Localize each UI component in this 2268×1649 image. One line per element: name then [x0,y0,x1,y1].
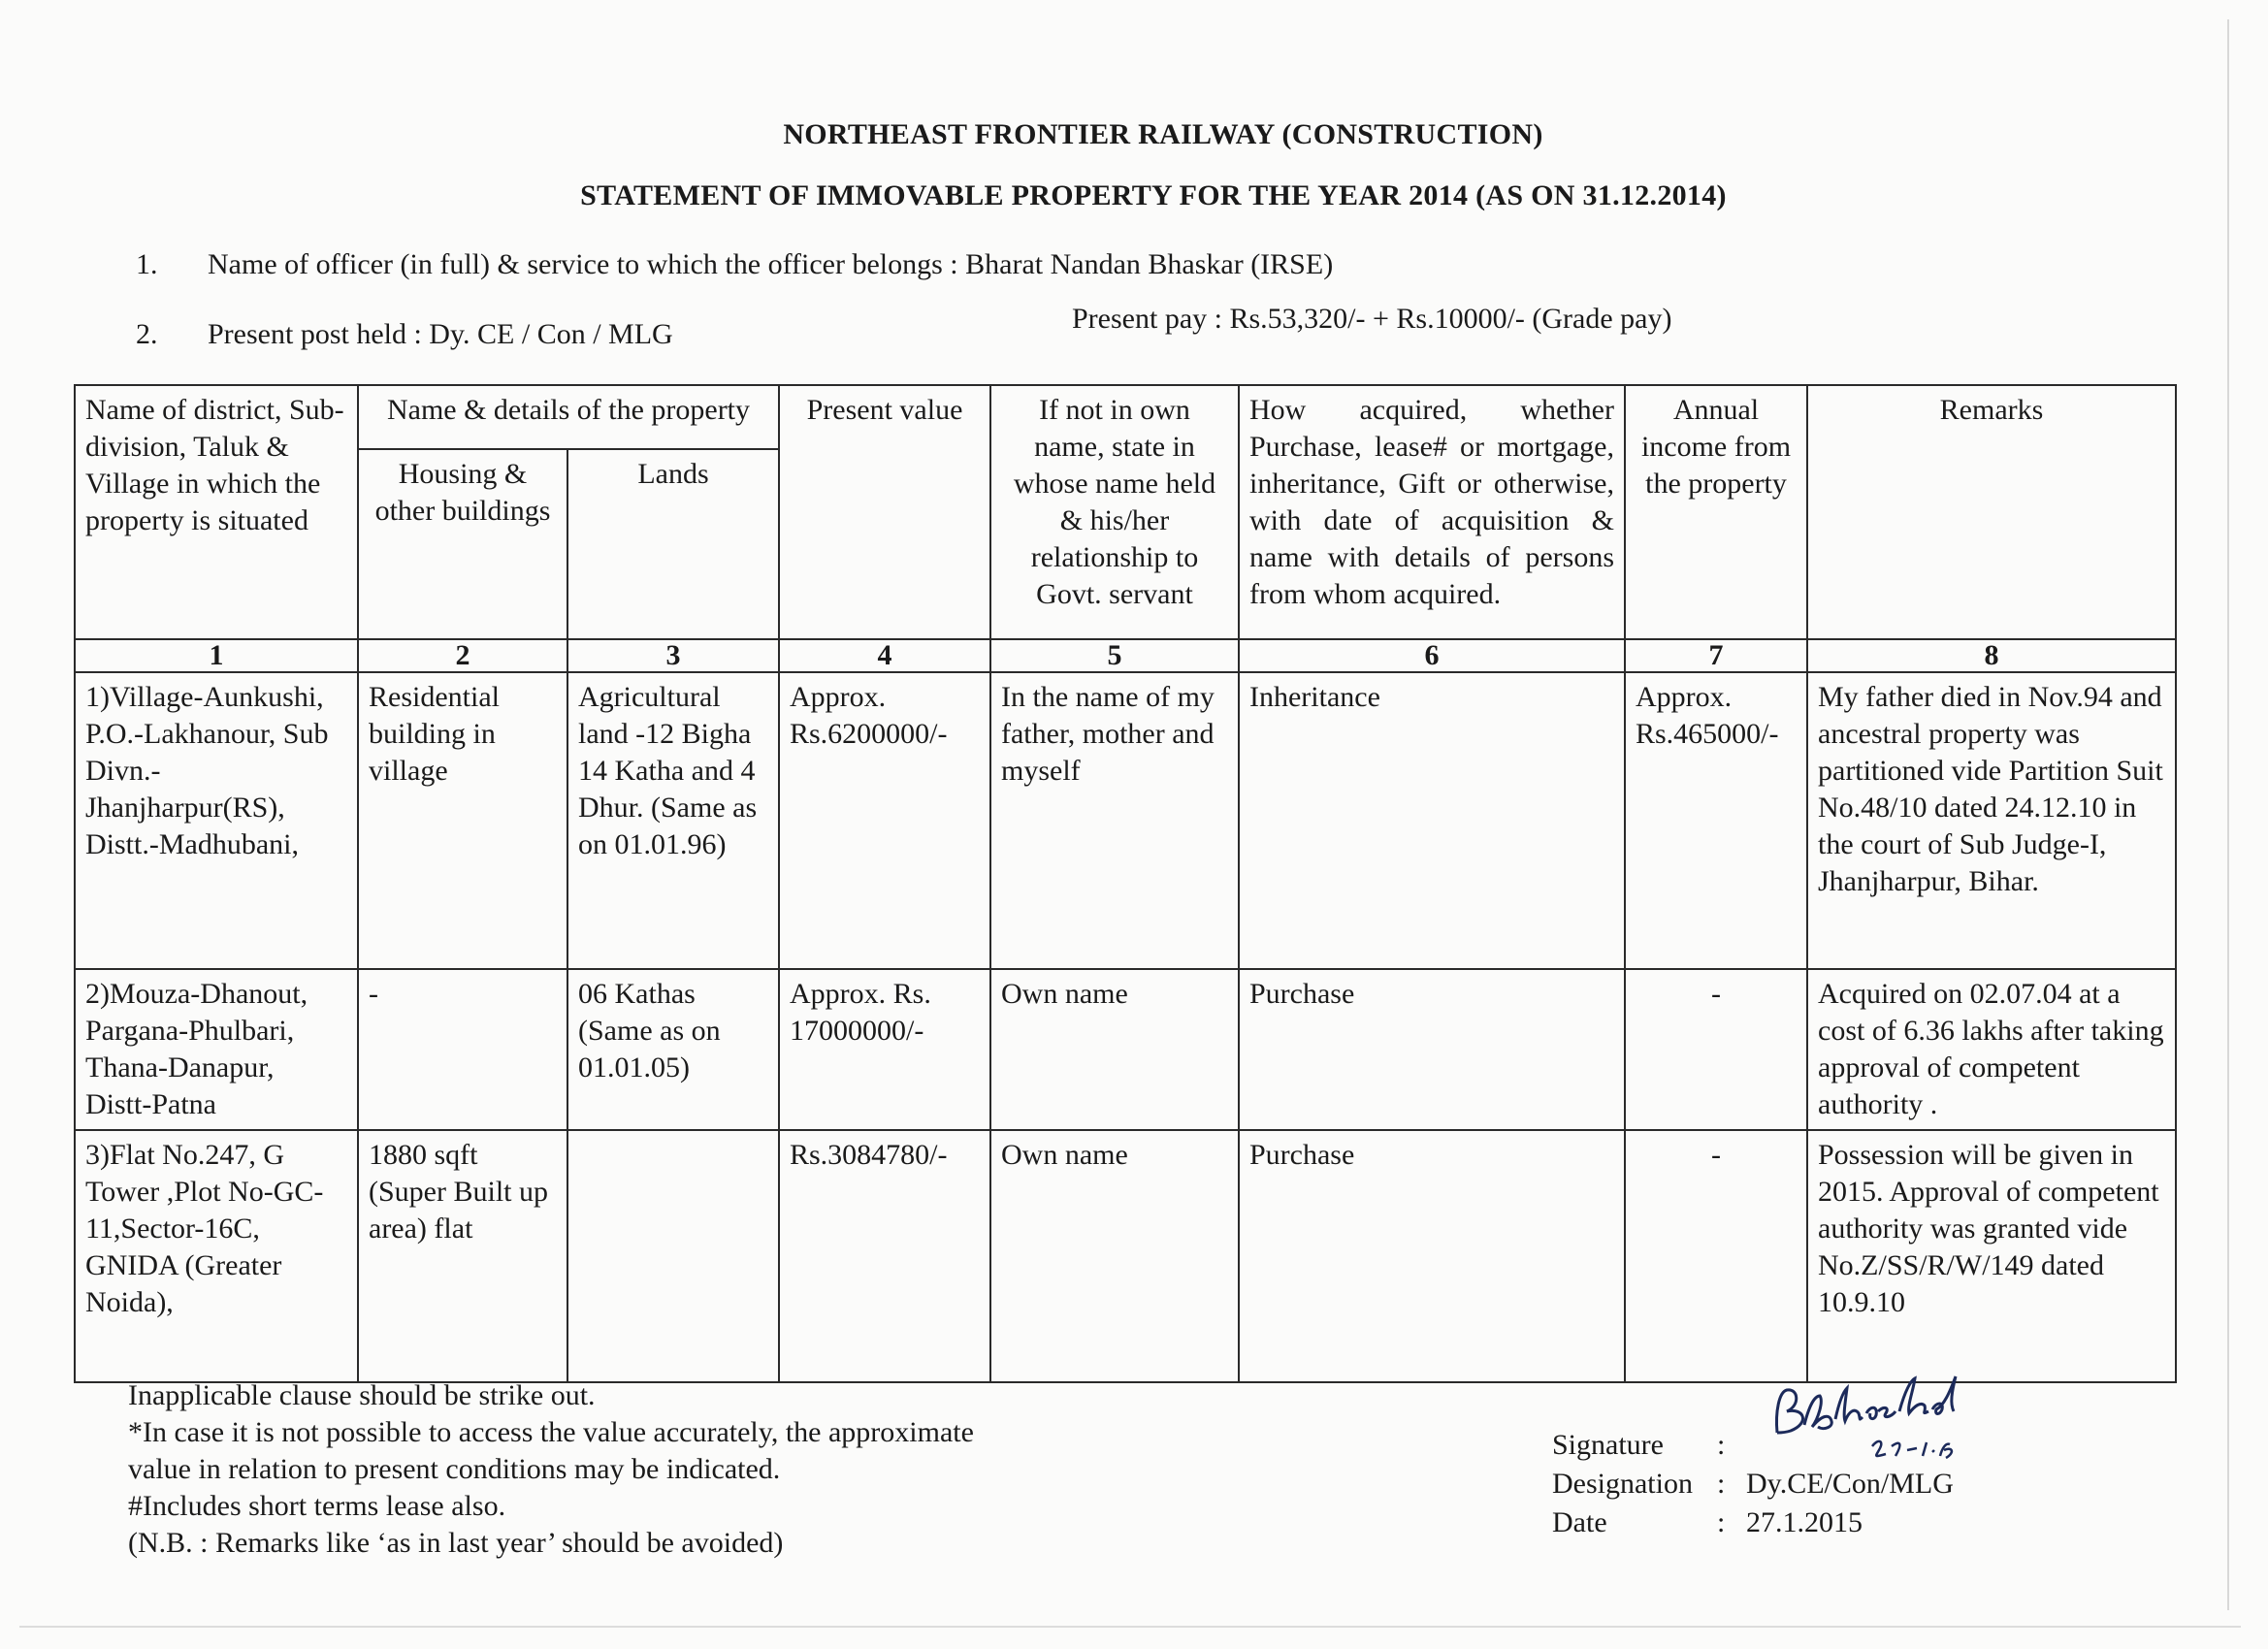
date-row [1552,1504,1954,1542]
column-number: 8 [1807,639,2176,672]
footnote-line: *In case it is not possible to access the value accurately, the approximate [128,1416,974,1448]
cell-value: Rs.3084780/- [779,1130,990,1382]
header-present-value: Present value [779,385,990,639]
document-title: NORTHEAST FRONTIER RAILWAY (CONSTRUCTION) [783,118,1543,150]
column-number: 7 [1625,639,1807,672]
cell-income: - [1625,969,1807,1130]
header-how-acquired: How acquired, whether Purchase, lease# or mortgage, inheritance, Gift or otherwise, with date of acquisition & name with details of persons from whom acquired. [1239,385,1625,639]
table-row [75,672,2176,969]
property-table [74,384,2177,1383]
cell-whose-name: In the name of my father, mother and myself [990,672,1239,969]
footnote-line: Inapplicable clause should be strike out. [128,1379,596,1411]
header-remarks: Remarks [1807,385,2176,639]
header-location: Name of district, Sub-division, Taluk & Village in which the property is situated [75,385,358,639]
table-row [75,969,2176,1130]
column-number-row [75,639,2176,672]
signature-label: Signature [1552,1429,1664,1461]
item-number: 2. [136,318,158,350]
column-number: 2 [358,639,567,672]
cell-how-acquired: Inheritance [1239,672,1625,969]
page-edge-bottom [19,1626,2241,1628]
column-number: 1 [75,639,358,672]
header-annual-income: Annual income from the property [1625,385,1807,639]
post-held-line [136,318,673,351]
cell-remarks: My father died in Nov.94 and ancestral property was partitioned vide Partition Suit No.48/10 dated 24.12.10 in the court of Sub Judge-I, Jhanjharpur, Bihar. [1807,672,2176,969]
date-label: Date [1552,1506,1607,1538]
header-row [75,385,2176,449]
cell-housing: - [358,969,567,1130]
document-subtitle: STATEMENT OF IMMOVABLE PROPERTY FOR THE YEAR 2014 (AS ON 31.12.2014) [580,179,1727,211]
cell-lands: Agricultural land -12 Bigha 14 Katha and 4 Dhur. (Same as on 01.01.96) [567,672,779,969]
officer-name-text: Name of officer (in full) & service to which the officer belongs : Bharat Nandan Bhaskar (IRSE) [208,248,1334,280]
column-number: 5 [990,639,1239,672]
signature-row [1552,1426,1954,1465]
colon: : [1717,1506,1726,1538]
cell-remarks: Possession will be given in 2015. Approval of competent authority was granted vide No.Z/SS/R/W/149 dated 10.9.10 [1807,1130,2176,1382]
footnote-line: value in relation to present conditions may be indicated. [128,1453,781,1485]
cell-value: Approx. Rs.6200000/- [779,672,990,969]
header-whose-name: If not in own name, state in whose name held & his/her relationship to Govt. servant [990,385,1239,639]
cell-how-acquired: Purchase [1239,969,1625,1130]
item-number: 1. [136,248,158,280]
cell-location: 2)Mouza-Dhanout, Pargana-Phulbari, Thana-Danapur, Distt-Patna [75,969,358,1130]
designation-row [1552,1465,1954,1504]
page-edge-right [2227,19,2229,1610]
cell-value: Approx. Rs. 17000000/- [779,969,990,1130]
designation-value: Dy.CE/Con/MLG [1746,1468,1954,1500]
table-row [75,1130,2176,1382]
cell-lands [567,1130,779,1382]
officer-name-line [136,248,1333,281]
date-value: 27.1.2015 [1746,1506,1863,1538]
header-lands: Lands [567,449,779,639]
footnote-line: (N.B. : Remarks like ‘as in last year’ should be avoided) [128,1527,784,1559]
cell-income: Approx. Rs.465000/- [1625,672,1807,969]
column-number: 3 [567,639,779,672]
cell-whose-name: Own name [990,969,1239,1130]
footnote-line: #Includes short terms lease also. [128,1490,506,1522]
footnotes [128,1377,974,1562]
designation-label: Designation [1552,1468,1693,1500]
header-property-group: Name & details of the property [358,385,779,449]
column-number: 6 [1239,639,1625,672]
cell-how-acquired: Purchase [1239,1130,1625,1382]
cell-location: 3)Flat No.247, G Tower ,Plot No-GC-11,Sector-16C, GNIDA (Greater Noida), [75,1130,358,1382]
cell-whose-name: Own name [990,1130,1239,1382]
post-held-text: Present post held : Dy. CE / Con / MLG [208,318,673,350]
cell-location: 1)Village-Aunkushi, P.O.-Lakhanour, Sub Divn.-Jhanjharpur(RS), Distt.-Madhubani, [75,672,358,969]
header-housing: Housing & other buildings [358,449,567,639]
cell-income: - [1625,1130,1807,1382]
column-number: 4 [779,639,990,672]
signature-block [1552,1426,1954,1542]
cell-housing: 1880 sqft (Super Built up area) flat [358,1130,567,1382]
colon: : [1717,1429,1726,1461]
colon: : [1717,1468,1726,1500]
cell-lands: 06 Kathas (Same as on 01.01.05) [567,969,779,1130]
cell-housing: Residential building in village [358,672,567,969]
present-pay: Present pay : Rs.53,320/- + Rs.10000/- (Grade pay) [1072,303,1672,335]
cell-remarks: Acquired on 02.07.04 at a cost of 6.36 lakhs after taking approval of competent authority . [1807,969,2176,1130]
